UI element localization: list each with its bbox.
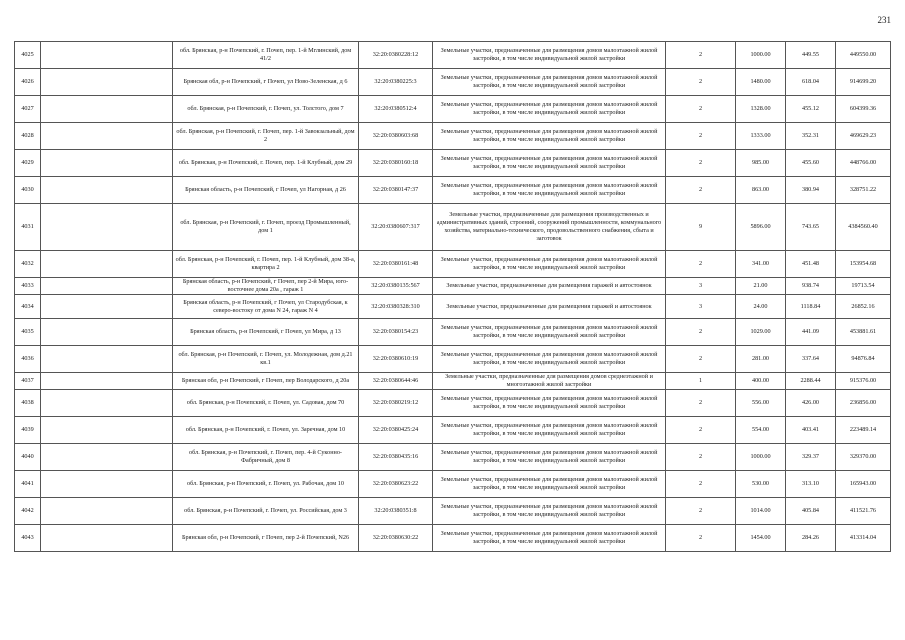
cadastral-value-cell: 449550.00: [836, 42, 891, 69]
row-number: 4043: [15, 525, 41, 552]
area-cell: 1454.00: [736, 525, 786, 552]
address-cell: обл. Брянская, р-н Почепский, г. Почеп, проезд Промышленный, дом 1: [173, 204, 359, 251]
specific-value-cell: 426.00: [786, 390, 836, 417]
area-cell: 281.00: [736, 346, 786, 373]
cadastral-value-cell: 411521.76: [836, 498, 891, 525]
group-cell: 2: [666, 123, 736, 150]
group-cell: 1: [666, 373, 736, 390]
row-spacer: [41, 525, 173, 552]
row-spacer: [41, 346, 173, 373]
row-spacer: [41, 204, 173, 251]
address-cell: обл. Брянская, р-н Почепский, г. Почеп, ул. Рабочая, дом 10: [173, 471, 359, 498]
row-spacer: [41, 319, 173, 346]
row-number: 4038: [15, 390, 41, 417]
cadastral-value-cell: 236856.00: [836, 390, 891, 417]
table-row: [15, 525, 891, 552]
cadastral-number-cell: 32:20:0380154:23: [359, 319, 433, 346]
specific-value-cell: 313.10: [786, 471, 836, 498]
cadastral-value-table: [14, 41, 891, 552]
row-spacer: [41, 278, 173, 295]
group-cell: 2: [666, 525, 736, 552]
area-cell: 985.00: [736, 150, 786, 177]
cadastral-value-cell: 413314.04: [836, 525, 891, 552]
row-spacer: [41, 69, 173, 96]
cadastral-value-cell: 165943.00: [836, 471, 891, 498]
row-number: 4036: [15, 346, 41, 373]
area-cell: 400.00: [736, 373, 786, 390]
address-cell: обл. Брянская, р-н Почепский, г. Почеп, пер. 4-й Суконно-Фабричный, дом 8: [173, 444, 359, 471]
row-number: 4033: [15, 278, 41, 295]
land-use-cell: Земельные участки, предназначенные для размещения домов среднеэтажной и многоэтажной жилой застройки: [433, 373, 666, 390]
row-spacer: [41, 417, 173, 444]
row-number: 4035: [15, 319, 41, 346]
cadastral-value-cell: 914699.20: [836, 69, 891, 96]
group-cell: 2: [666, 251, 736, 278]
row-spacer: [41, 123, 173, 150]
area-cell: 863.00: [736, 177, 786, 204]
table-row: [15, 69, 891, 96]
address-cell: обл. Брянская, р-н Почепский, г. Почеп, пер. 1-й Мглинский, дом 41/2: [173, 42, 359, 69]
cadastral-number-cell: 32:20:0380630:22: [359, 525, 433, 552]
specific-value-cell: 403.41: [786, 417, 836, 444]
group-cell: 2: [666, 150, 736, 177]
row-number: 4029: [15, 150, 41, 177]
specific-value-cell: 441.09: [786, 319, 836, 346]
land-use-cell: Земельные участки, предназначенные для размещения домов малоэтажной жилой застройки, в том числе индивидуальной жилой застройки: [433, 390, 666, 417]
row-spacer: [41, 295, 173, 319]
area-cell: 1000.00: [736, 42, 786, 69]
cadastral-value-cell: 94876.84: [836, 346, 891, 373]
group-cell: 3: [666, 278, 736, 295]
cadastral-number-cell: 32:20:0380351:8: [359, 498, 433, 525]
address-cell: Брянская область, р-н Почепский, г Почеп, ул Нагорная, д 26: [173, 177, 359, 204]
cadastral-value-cell: 453881.61: [836, 319, 891, 346]
row-spacer: [41, 251, 173, 278]
cadastral-value-cell: 328751.22: [836, 177, 891, 204]
cadastral-number-cell: 32:20:0380610:19: [359, 346, 433, 373]
cadastral-number-cell: 32:20:0380512:4: [359, 96, 433, 123]
row-spacer: [41, 498, 173, 525]
row-number: 4025: [15, 42, 41, 69]
land-use-cell: Земельные участки, предназначенные для размещения домов малоэтажной жилой застройки, в том числе индивидуальной жилой застройки: [433, 471, 666, 498]
row-spacer: [41, 444, 173, 471]
cadastral-number-cell: 32:20:0380607:317: [359, 204, 433, 251]
cadastral-value-cell: 604399.36: [836, 96, 891, 123]
specific-value-cell: 455.60: [786, 150, 836, 177]
cadastral-number-cell: 32:20:0380161:48: [359, 251, 433, 278]
row-spacer: [41, 373, 173, 390]
specific-value-cell: 1118.84: [786, 295, 836, 319]
area-cell: 24.00: [736, 295, 786, 319]
land-use-cell: Земельные участки, предназначенные для размещения домов малоэтажной жилой застройки, в том числе индивидуальной жилой застройки: [433, 346, 666, 373]
row-spacer: [41, 150, 173, 177]
table-row: [15, 417, 891, 444]
specific-value-cell: 2288.44: [786, 373, 836, 390]
address-cell: обл. Брянская, р-н Почепский, г. Почеп, пер. 1-й Клубный, дом 38-а, квартира 2: [173, 251, 359, 278]
row-number: 4042: [15, 498, 41, 525]
row-number: 4032: [15, 251, 41, 278]
table-row: [15, 346, 891, 373]
address-cell: Брянская обл, р-н Почепский, г Почеп, ул Ново-Зеленская, д 6: [173, 69, 359, 96]
area-cell: 5896.00: [736, 204, 786, 251]
land-use-cell: Земельные участки, предназначенные для размещения домов малоэтажной жилой застройки, в том числе индивидуальной жилой застройки: [433, 498, 666, 525]
cadastral-value-cell: 19713.54: [836, 278, 891, 295]
address-cell: обл. Брянская, р-н Почепский, г. Почеп, ул. Заречная, дом 10: [173, 417, 359, 444]
cadastral-number-cell: 32:20:0380425:24: [359, 417, 433, 444]
table-row: [15, 123, 891, 150]
specific-value-cell: 284.26: [786, 525, 836, 552]
group-cell: 2: [666, 471, 736, 498]
row-spacer: [41, 471, 173, 498]
row-number: 4027: [15, 96, 41, 123]
cadastral-number-cell: 32:20:0380147:37: [359, 177, 433, 204]
cadastral-number-cell: 32:20:0380160:18: [359, 150, 433, 177]
group-cell: 2: [666, 444, 736, 471]
specific-value-cell: 380.94: [786, 177, 836, 204]
area-cell: 556.00: [736, 390, 786, 417]
area-cell: 1029.00: [736, 319, 786, 346]
land-use-cell: Земельные участки, предназначенные для размещения домов малоэтажной жилой застройки, в том числе индивидуальной жилой застройки: [433, 123, 666, 150]
area-cell: 1333.00: [736, 123, 786, 150]
land-use-cell: Земельные участки, предназначенные для размещения домов малоэтажной жилой застройки, в том числе индивидуальной жилой застройки: [433, 251, 666, 278]
specific-value-cell: 938.74: [786, 278, 836, 295]
address-cell: обл. Брянская, р-н Почепский, г. Почеп, ул. Садовая, дом 70: [173, 390, 359, 417]
table-row: [15, 42, 891, 69]
table-row: [15, 295, 891, 319]
cadastral-value-cell: 469629.23: [836, 123, 891, 150]
specific-value-cell: 352.31: [786, 123, 836, 150]
address-cell: Брянская обл, р-н Почепский, г Почеп, пер Володарского, д 20а: [173, 373, 359, 390]
address-cell: обл. Брянская, р-н Почепский, г. Почеп, пер. 1-й Клубный, дом 29: [173, 150, 359, 177]
area-cell: 1480.00: [736, 69, 786, 96]
row-number: 4041: [15, 471, 41, 498]
table-row: [15, 373, 891, 390]
row-number: 4040: [15, 444, 41, 471]
row-spacer: [41, 42, 173, 69]
table-row: [15, 444, 891, 471]
land-use-cell: Земельные участки, предназначенные для размещения домов малоэтажной жилой застройки, в том числе индивидуальной жилой застройки: [433, 417, 666, 444]
table-row: [15, 471, 891, 498]
row-number: 4034: [15, 295, 41, 319]
area-cell: 554.00: [736, 417, 786, 444]
land-use-cell: Земельные участки, предназначенные для размещения домов малоэтажной жилой застройки, в том числе индивидуальной жилой застройки: [433, 444, 666, 471]
page-number: 231: [877, 15, 891, 25]
address-cell: Брянская область, р-н Почепский, г Почеп, пер 2-й Мира, юго-восточнее дома 20а , гараж 1: [173, 278, 359, 295]
cadastral-value-cell: 4384560.40: [836, 204, 891, 251]
group-cell: 2: [666, 177, 736, 204]
address-cell: Брянская обл, р-н Почепский, г Почеп, пер 2-й Почепский, N26: [173, 525, 359, 552]
specific-value-cell: 449.55: [786, 42, 836, 69]
area-cell: 530.00: [736, 471, 786, 498]
table-row: [15, 498, 891, 525]
group-cell: 2: [666, 42, 736, 69]
table-row: [15, 319, 891, 346]
cadastral-value-cell: 448766.00: [836, 150, 891, 177]
row-number: 4028: [15, 123, 41, 150]
table-row: [15, 390, 891, 417]
row-number: 4037: [15, 373, 41, 390]
cadastral-value-cell: 26852.16: [836, 295, 891, 319]
land-use-cell: Земельные участки, предназначенные для размещения гаражей и автостоянок: [433, 278, 666, 295]
land-use-cell: Земельные участки, предназначенные для размещения домов малоэтажной жилой застройки, в том числе индивидуальной жилой застройки: [433, 42, 666, 69]
specific-value-cell: 337.64: [786, 346, 836, 373]
address-cell: обл. Брянская, р-н Почепский, г. Почеп, пер. 1-й Завокзальный, дом 2: [173, 123, 359, 150]
row-number: 4031: [15, 204, 41, 251]
table-row: [15, 177, 891, 204]
cadastral-number-cell: 32:20:0380623:22: [359, 471, 433, 498]
area-cell: 341.00: [736, 251, 786, 278]
specific-value-cell: 405.84: [786, 498, 836, 525]
row-number: 4026: [15, 69, 41, 96]
cadastral-value-cell: 915376.00: [836, 373, 891, 390]
table-row: [15, 278, 891, 295]
group-cell: 2: [666, 390, 736, 417]
cadastral-number-cell: 32:20:0380225:3: [359, 69, 433, 96]
cadastral-number-cell: 32:20:0380219:12: [359, 390, 433, 417]
address-cell: обл. Брянская, р-н Почепский, г. Почеп, ул. Российская, дом 3: [173, 498, 359, 525]
specific-value-cell: 618.04: [786, 69, 836, 96]
land-use-cell: Земельные участки, предназначенные для размещения домов малоэтажной жилой застройки, в том числе индивидуальной жилой застройки: [433, 150, 666, 177]
land-use-cell: Земельные участки, предназначенные для размещения производственных и административных зданий, строений, сооружений промышленности, коммунального хозяйства, материально-технического, продовольственного снабжения, сбыта и заготовок: [433, 204, 666, 251]
group-cell: 2: [666, 417, 736, 444]
group-cell: 2: [666, 346, 736, 373]
table-row: [15, 96, 891, 123]
group-cell: 9: [666, 204, 736, 251]
address-cell: Брянская область, р-н Почепский, г Почеп, ул Мира, д 13: [173, 319, 359, 346]
cadastral-number-cell: 32:20:0380328:310: [359, 295, 433, 319]
land-use-cell: Земельные участки, предназначенные для размещения домов малоэтажной жилой застройки, в том числе индивидуальной жилой застройки: [433, 69, 666, 96]
group-cell: 3: [666, 295, 736, 319]
land-use-cell: Земельные участки, предназначенные для размещения домов малоэтажной жилой застройки, в том числе индивидуальной жилой застройки: [433, 177, 666, 204]
row-number: 4030: [15, 177, 41, 204]
row-number: 4039: [15, 417, 41, 444]
cadastral-number-cell: 32:20:0380435:16: [359, 444, 433, 471]
group-cell: 2: [666, 319, 736, 346]
land-use-cell: Земельные участки, предназначенные для размещения гаражей и автостоянок: [433, 295, 666, 319]
cadastral-value-cell: 329370.00: [836, 444, 891, 471]
group-cell: 2: [666, 96, 736, 123]
specific-value-cell: 455.12: [786, 96, 836, 123]
address-cell: обл. Брянская, р-н Почепский, г. Почеп, ул. Молодежная, дом д.21 кв.1: [173, 346, 359, 373]
cadastral-value-cell: 153954.68: [836, 251, 891, 278]
cadastral-number-cell: 32:20:0380644:46: [359, 373, 433, 390]
cadastral-number-cell: 32:20:0380135:567: [359, 278, 433, 295]
land-use-cell: Земельные участки, предназначенные для размещения домов малоэтажной жилой застройки, в том числе индивидуальной жилой застройки: [433, 96, 666, 123]
specific-value-cell: 743.65: [786, 204, 836, 251]
row-spacer: [41, 96, 173, 123]
land-use-cell: Земельные участки, предназначенные для размещения домов малоэтажной жилой застройки, в том числе индивидуальной жилой застройки: [433, 525, 666, 552]
table-row: [15, 251, 891, 278]
address-cell: обл. Брянская, р-н Почепский, г. Почеп, ул. Толстого, дом 7: [173, 96, 359, 123]
area-cell: 1328.00: [736, 96, 786, 123]
area-cell: 1000.00: [736, 444, 786, 471]
group-cell: 2: [666, 69, 736, 96]
specific-value-cell: 451.48: [786, 251, 836, 278]
row-spacer: [41, 177, 173, 204]
table-row: [15, 204, 891, 251]
cadastral-number-cell: 32:20:0380603:68: [359, 123, 433, 150]
row-spacer: [41, 390, 173, 417]
address-cell: Брянская область, р-н Почепский, г Почеп, ул Стародубская, к северо-востоку от дома N 24, гараж N 4: [173, 295, 359, 319]
area-cell: 21.00: [736, 278, 786, 295]
cadastral-value-cell: 223489.14: [836, 417, 891, 444]
land-use-cell: Земельные участки, предназначенные для размещения домов малоэтажной жилой застройки, в том числе индивидуальной жилой застройки: [433, 319, 666, 346]
cadastral-number-cell: 32:20:0380228:12: [359, 42, 433, 69]
area-cell: 1014.00: [736, 498, 786, 525]
table-row: [15, 150, 891, 177]
group-cell: 2: [666, 498, 736, 525]
specific-value-cell: 329.37: [786, 444, 836, 471]
